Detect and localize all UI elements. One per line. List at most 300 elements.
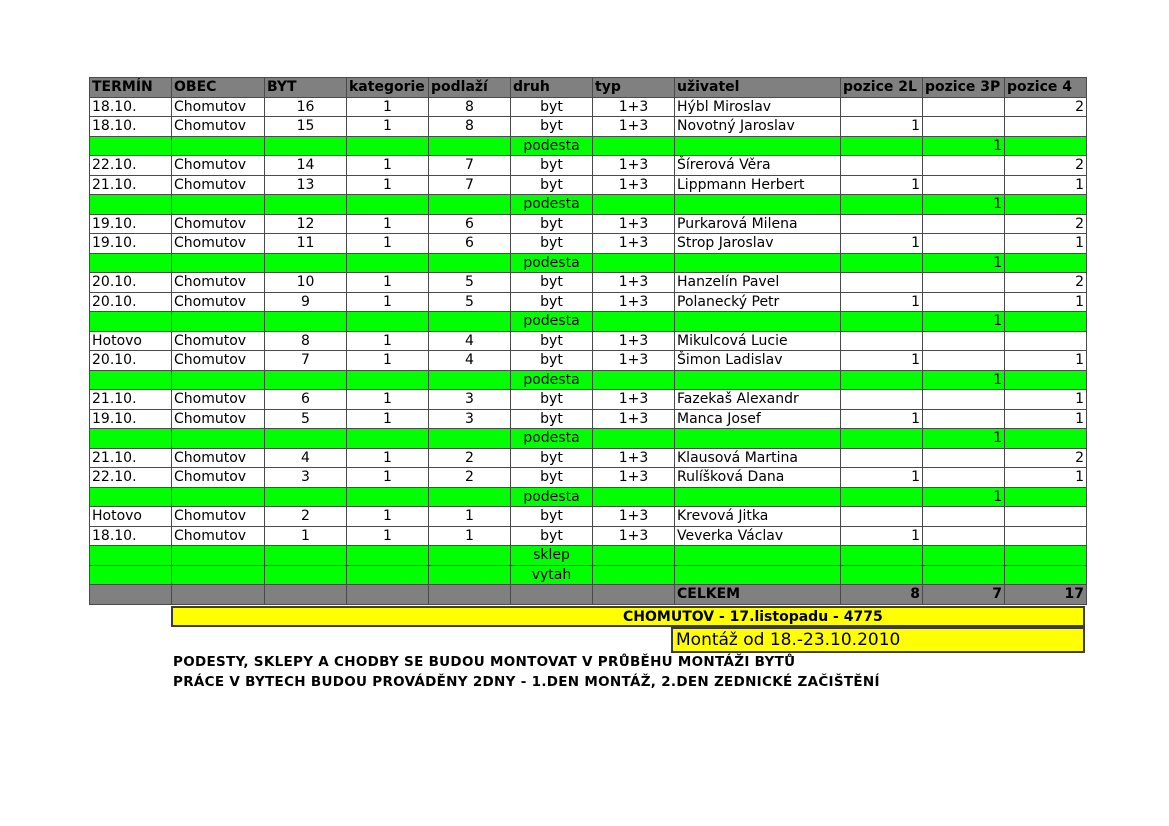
cell-typ[interactable]: 1+3 — [593, 507, 675, 527]
cell-empty[interactable] — [172, 585, 265, 605]
cell-uzivatel[interactable] — [675, 546, 841, 566]
cell-pozice-2l[interactable]: 1 — [841, 526, 923, 546]
cell-pozice-3p[interactable] — [923, 156, 1005, 176]
cell-typ[interactable] — [593, 487, 675, 507]
header-druh[interactable]: druh — [511, 78, 593, 98]
cell-obec[interactable]: Chomutov — [172, 331, 265, 351]
cell-typ[interactable]: 1+3 — [593, 526, 675, 546]
cell-termin[interactable] — [90, 429, 172, 449]
cell-pozice-3p[interactable] — [923, 234, 1005, 254]
cell-typ[interactable] — [593, 565, 675, 585]
cell-obec[interactable] — [172, 370, 265, 390]
cell-druh[interactable]: byt — [511, 273, 593, 293]
cell-kategorie[interactable] — [347, 312, 429, 332]
cell-uzivatel[interactable]: Šimon Ladislav — [675, 351, 841, 371]
cell-termin[interactable]: 20.10. — [90, 292, 172, 312]
cell-pozice-3p[interactable] — [923, 97, 1005, 117]
cell-uzivatel[interactable]: Purkarová Milena — [675, 214, 841, 234]
cell-kategorie[interactable]: 1 — [347, 526, 429, 546]
total-label[interactable]: CELKEM — [675, 585, 841, 605]
cell-termin[interactable]: 21.10. — [90, 448, 172, 468]
cell-byt[interactable]: 15 — [265, 117, 347, 137]
cell-uzivatel[interactable] — [675, 136, 841, 156]
cell-byt[interactable]: 2 — [265, 507, 347, 527]
cell-obec[interactable] — [172, 136, 265, 156]
cell-pozice-2l[interactable]: 1 — [841, 468, 923, 488]
cell-druh[interactable]: byt — [511, 292, 593, 312]
cell-obec[interactable] — [172, 195, 265, 215]
cell-podlazi[interactable] — [429, 195, 511, 215]
cell-termin[interactable]: 22.10. — [90, 156, 172, 176]
cell-typ[interactable] — [593, 312, 675, 332]
cell-byt[interactable]: 12 — [265, 214, 347, 234]
header-pozice-4[interactable]: pozice 4 — [1005, 78, 1087, 98]
cell-kategorie[interactable]: 1 — [347, 507, 429, 527]
cell-termin[interactable] — [90, 565, 172, 585]
cell-typ[interactable] — [593, 546, 675, 566]
cell-podlazi[interactable]: 7 — [429, 175, 511, 195]
cell-termin[interactable]: 22.10. — [90, 468, 172, 488]
cell-podlazi[interactable] — [429, 136, 511, 156]
cell-empty[interactable] — [90, 585, 172, 605]
cell-termin[interactable]: 21.10. — [90, 175, 172, 195]
cell-pozice-2l[interactable]: 1 — [841, 351, 923, 371]
cell-byt[interactable]: 9 — [265, 292, 347, 312]
cell-uzivatel[interactable] — [675, 487, 841, 507]
cell-pozice-2l[interactable]: 1 — [841, 292, 923, 312]
cell-uzivatel[interactable]: Krevová Jitka — [675, 507, 841, 527]
cell-pozice-4[interactable]: 2 — [1005, 448, 1087, 468]
cell-empty[interactable] — [429, 585, 511, 605]
cell-obec[interactable]: Chomutov — [172, 117, 265, 137]
cell-obec[interactable]: Chomutov — [172, 97, 265, 117]
cell-kategorie[interactable] — [347, 370, 429, 390]
cell-pozice-4[interactable]: 1 — [1005, 390, 1087, 410]
cell-druh[interactable]: byt — [511, 117, 593, 137]
cell-podlazi[interactable] — [429, 546, 511, 566]
cell-druh[interactable]: byt — [511, 97, 593, 117]
cell-uzivatel[interactable]: Mikulcová Lucie — [675, 331, 841, 351]
header-kategorie[interactable]: kategorie — [347, 78, 429, 98]
cell-obec[interactable]: Chomutov — [172, 390, 265, 410]
cell-pozice-3p[interactable]: 1 — [923, 312, 1005, 332]
cell-empty[interactable] — [511, 585, 593, 605]
cell-pozice-4[interactable]: 2 — [1005, 97, 1087, 117]
cell-typ[interactable]: 1+3 — [593, 409, 675, 429]
cell-pozice-2l[interactable] — [841, 195, 923, 215]
cell-kategorie[interactable]: 1 — [347, 448, 429, 468]
total-pozice-4[interactable]: 17 — [1005, 585, 1087, 605]
cell-byt[interactable]: 6 — [265, 390, 347, 410]
cell-empty[interactable] — [593, 585, 675, 605]
cell-druh[interactable]: byt — [511, 507, 593, 527]
cell-typ[interactable] — [593, 195, 675, 215]
cell-kategorie[interactable] — [347, 487, 429, 507]
cell-kategorie[interactable]: 1 — [347, 292, 429, 312]
cell-typ[interactable]: 1+3 — [593, 292, 675, 312]
cell-typ[interactable]: 1+3 — [593, 214, 675, 234]
cell-pozice-2l[interactable] — [841, 448, 923, 468]
cell-termin[interactable] — [90, 195, 172, 215]
cell-pozice-4[interactable] — [1005, 312, 1087, 332]
cell-pozice-3p[interactable]: 1 — [923, 370, 1005, 390]
cell-empty[interactable] — [347, 585, 429, 605]
cell-uzivatel[interactable]: Šírerová Věra — [675, 156, 841, 176]
header-byt[interactable]: BYT — [265, 78, 347, 98]
cell-termin[interactable]: 19.10. — [90, 409, 172, 429]
cell-termin[interactable] — [90, 253, 172, 273]
cell-pozice-4[interactable]: 1 — [1005, 468, 1087, 488]
cell-pozice-4[interactable] — [1005, 136, 1087, 156]
cell-typ[interactable]: 1+3 — [593, 97, 675, 117]
cell-druh[interactable]: podesta — [511, 312, 593, 332]
cell-pozice-3p[interactable] — [923, 565, 1005, 585]
cell-uzivatel[interactable]: Novotný Jaroslav — [675, 117, 841, 137]
cell-obec[interactable] — [172, 312, 265, 332]
cell-kategorie[interactable]: 1 — [347, 351, 429, 371]
cell-obec[interactable]: Chomutov — [172, 526, 265, 546]
cell-uzivatel[interactable]: Manca Josef — [675, 409, 841, 429]
cell-pozice-4[interactable] — [1005, 195, 1087, 215]
cell-pozice-3p[interactable] — [923, 292, 1005, 312]
cell-obec[interactable]: Chomutov — [172, 292, 265, 312]
cell-termin[interactable]: Hotovo — [90, 331, 172, 351]
cell-druh[interactable]: podesta — [511, 429, 593, 449]
cell-podlazi[interactable]: 6 — [429, 234, 511, 254]
total-pozice-2l[interactable]: 8 — [841, 585, 923, 605]
cell-typ[interactable]: 1+3 — [593, 234, 675, 254]
cell-pozice-4[interactable] — [1005, 546, 1087, 566]
cell-pozice-4[interactable] — [1005, 526, 1087, 546]
cell-termin[interactable] — [90, 370, 172, 390]
cell-uzivatel[interactable]: Strop Jaroslav — [675, 234, 841, 254]
cell-kategorie[interactable]: 1 — [347, 409, 429, 429]
cell-typ[interactable]: 1+3 — [593, 273, 675, 293]
cell-byt[interactable] — [265, 312, 347, 332]
cell-byt[interactable] — [265, 370, 347, 390]
cell-pozice-3p[interactable] — [923, 214, 1005, 234]
cell-druh[interactable]: byt — [511, 448, 593, 468]
cell-podlazi[interactable]: 5 — [429, 273, 511, 293]
cell-druh[interactable]: podesta — [511, 136, 593, 156]
cell-druh[interactable]: podesta — [511, 253, 593, 273]
cell-podlazi[interactable] — [429, 370, 511, 390]
cell-pozice-2l[interactable] — [841, 565, 923, 585]
cell-kategorie[interactable]: 1 — [347, 331, 429, 351]
cell-druh[interactable]: podesta — [511, 195, 593, 215]
cell-byt[interactable]: 4 — [265, 448, 347, 468]
cell-podlazi[interactable] — [429, 429, 511, 449]
cell-obec[interactable] — [172, 253, 265, 273]
cell-pozice-4[interactable]: 1 — [1005, 351, 1087, 371]
cell-pozice-4[interactable] — [1005, 429, 1087, 449]
cell-termin[interactable]: 18.10. — [90, 117, 172, 137]
table-row — [90, 273, 1087, 293]
cell-pozice-4[interactable]: 1 — [1005, 409, 1087, 429]
cell-uzivatel[interactable]: Klausová Martina — [675, 448, 841, 468]
cell-obec[interactable]: Chomutov — [172, 448, 265, 468]
cell-termin[interactable] — [90, 136, 172, 156]
cell-typ[interactable]: 1+3 — [593, 351, 675, 371]
cell-pozice-3p[interactable] — [923, 448, 1005, 468]
cell-kategorie[interactable]: 1 — [347, 234, 429, 254]
cell-druh[interactable]: byt — [511, 526, 593, 546]
cell-obec[interactable]: Chomutov — [172, 409, 265, 429]
cell-podlazi[interactable]: 8 — [429, 97, 511, 117]
cell-byt[interactable]: 3 — [265, 468, 347, 488]
cell-byt[interactable] — [265, 136, 347, 156]
cell-kategorie[interactable]: 1 — [347, 468, 429, 488]
cell-pozice-2l[interactable] — [841, 487, 923, 507]
cell-termin[interactable]: 18.10. — [90, 526, 172, 546]
cell-kategorie[interactable]: 1 — [347, 97, 429, 117]
cell-typ[interactable] — [593, 429, 675, 449]
cell-obec[interactable]: Chomutov — [172, 507, 265, 527]
cell-kategorie[interactable] — [347, 546, 429, 566]
cell-uzivatel[interactable]: Fazekaš Alexandr — [675, 390, 841, 410]
cell-byt[interactable]: 16 — [265, 97, 347, 117]
cell-podlazi[interactable]: 5 — [429, 292, 511, 312]
header-typ[interactable]: typ — [593, 78, 675, 98]
cell-uzivatel[interactable] — [675, 565, 841, 585]
cell-byt[interactable]: 5 — [265, 409, 347, 429]
cell-pozice-3p[interactable] — [923, 117, 1005, 137]
cell-pozice-3p[interactable] — [923, 507, 1005, 527]
cell-pozice-3p[interactable]: 1 — [923, 253, 1005, 273]
cell-typ[interactable] — [593, 253, 675, 273]
cell-podlazi[interactable]: 7 — [429, 156, 511, 176]
cell-pozice-3p[interactable] — [923, 390, 1005, 410]
cell-kategorie[interactable] — [347, 253, 429, 273]
cell-druh[interactable]: byt — [511, 390, 593, 410]
cell-obec[interactable]: Chomutov — [172, 175, 265, 195]
cell-byt[interactable] — [265, 429, 347, 449]
cell-pozice-3p[interactable] — [923, 351, 1005, 371]
cell-obec[interactable]: Chomutov — [172, 351, 265, 371]
cell-pozice-2l[interactable] — [841, 136, 923, 156]
cell-typ[interactable] — [593, 136, 675, 156]
cell-byt[interactable]: 7 — [265, 351, 347, 371]
cell-pozice-3p[interactable] — [923, 409, 1005, 429]
cell-pozice-4[interactable] — [1005, 117, 1087, 137]
cell-termin[interactable]: 19.10. — [90, 214, 172, 234]
cell-pozice-3p[interactable] — [923, 468, 1005, 488]
cell-pozice-3p[interactable] — [923, 331, 1005, 351]
cell-druh[interactable]: byt — [511, 156, 593, 176]
cell-uzivatel[interactable]: Rulíšková Dana — [675, 468, 841, 488]
cell-pozice-3p[interactable]: 1 — [923, 195, 1005, 215]
cell-pozice-4[interactable]: 1 — [1005, 234, 1087, 254]
cell-typ[interactable]: 1+3 — [593, 331, 675, 351]
cell-pozice-2l[interactable] — [841, 370, 923, 390]
cell-byt[interactable] — [265, 487, 347, 507]
cell-druh[interactable]: byt — [511, 234, 593, 254]
cell-pozice-3p[interactable]: 1 — [923, 136, 1005, 156]
cell-obec[interactable] — [172, 487, 265, 507]
cell-obec[interactable]: Chomutov — [172, 468, 265, 488]
cell-druh[interactable]: byt — [511, 351, 593, 371]
cell-pozice-2l[interactable]: 1 — [841, 409, 923, 429]
cell-termin[interactable] — [90, 312, 172, 332]
cell-druh[interactable]: podesta — [511, 370, 593, 390]
table-row — [90, 468, 1087, 488]
cell-pozice-2l[interactable] — [841, 214, 923, 234]
cell-druh[interactable]: byt — [511, 214, 593, 234]
cell-uzivatel[interactable] — [675, 370, 841, 390]
cell-podlazi[interactable]: 6 — [429, 214, 511, 234]
cell-uzivatel[interactable] — [675, 429, 841, 449]
cell-typ[interactable]: 1+3 — [593, 117, 675, 137]
cell-byt[interactable]: 10 — [265, 273, 347, 293]
cell-typ[interactable]: 1+3 — [593, 468, 675, 488]
cell-uzivatel[interactable] — [675, 195, 841, 215]
cell-podlazi[interactable] — [429, 312, 511, 332]
cell-uzivatel[interactable] — [675, 312, 841, 332]
cell-podlazi[interactable]: 1 — [429, 526, 511, 546]
cell-termin[interactable] — [90, 487, 172, 507]
cell-termin[interactable]: Hotovo — [90, 507, 172, 527]
cell-druh[interactable]: vytah — [511, 565, 593, 585]
cell-pozice-4[interactable] — [1005, 487, 1087, 507]
cell-termin[interactable]: 20.10. — [90, 351, 172, 371]
cell-pozice-2l[interactable] — [841, 312, 923, 332]
cell-pozice-3p[interactable] — [923, 175, 1005, 195]
cell-kategorie[interactable]: 1 — [347, 273, 429, 293]
cell-pozice-4[interactable]: 1 — [1005, 292, 1087, 312]
cell-druh[interactable]: byt — [511, 468, 593, 488]
cell-pozice-4[interactable]: 2 — [1005, 156, 1087, 176]
cell-obec[interactable] — [172, 429, 265, 449]
cell-byt[interactable]: 13 — [265, 175, 347, 195]
cell-kategorie[interactable] — [347, 565, 429, 585]
cell-podlazi[interactable]: 2 — [429, 448, 511, 468]
cell-typ[interactable] — [593, 370, 675, 390]
cell-pozice-2l[interactable] — [841, 273, 923, 293]
cell-druh[interactable]: byt — [511, 175, 593, 195]
cell-podlazi[interactable]: 4 — [429, 331, 511, 351]
cell-druh[interactable]: byt — [511, 409, 593, 429]
cell-byt[interactable]: 14 — [265, 156, 347, 176]
cell-pozice-4[interactable]: 2 — [1005, 214, 1087, 234]
header-obec[interactable]: OBEC — [172, 78, 265, 98]
cell-pozice-3p[interactable] — [923, 273, 1005, 293]
cell-pozice-4[interactable]: 1 — [1005, 175, 1087, 195]
cell-pozice-2l[interactable]: 1 — [841, 175, 923, 195]
cell-pozice-4[interactable] — [1005, 507, 1087, 527]
cell-termin[interactable]: 18.10. — [90, 97, 172, 117]
cell-typ[interactable]: 1+3 — [593, 175, 675, 195]
cell-typ[interactable]: 1+3 — [593, 390, 675, 410]
cell-kategorie[interactable]: 1 — [347, 214, 429, 234]
cell-termin[interactable]: 19.10. — [90, 234, 172, 254]
cell-termin[interactable]: 21.10. — [90, 390, 172, 410]
cell-pozice-4[interactable] — [1005, 370, 1087, 390]
cell-obec[interactable]: Chomutov — [172, 214, 265, 234]
cell-obec[interactable]: Chomutov — [172, 234, 265, 254]
cell-typ[interactable]: 1+3 — [593, 448, 675, 468]
cell-podlazi[interactable] — [429, 487, 511, 507]
cell-termin[interactable] — [90, 546, 172, 566]
cell-pozice-4[interactable] — [1005, 565, 1087, 585]
cell-pozice-3p[interactable]: 1 — [923, 429, 1005, 449]
cell-byt[interactable] — [265, 565, 347, 585]
cell-druh[interactable]: byt — [511, 331, 593, 351]
cell-pozice-2l[interactable] — [841, 429, 923, 449]
common-area-row — [90, 370, 1087, 390]
cell-obec[interactable]: Chomutov — [172, 273, 265, 293]
header-uzivatel[interactable]: uživatel — [675, 78, 841, 98]
cell-pozice-4[interactable] — [1005, 331, 1087, 351]
total-pozice-3p[interactable]: 7 — [923, 585, 1005, 605]
cell-podlazi[interactable]: 8 — [429, 117, 511, 137]
cell-pozice-2l[interactable] — [841, 331, 923, 351]
cell-obec[interactable] — [172, 546, 265, 566]
cell-uzivatel[interactable]: Veverka Václav — [675, 526, 841, 546]
header-termin[interactable]: TERMÍN — [90, 78, 172, 98]
cell-byt[interactable] — [265, 195, 347, 215]
cell-podlazi[interactable]: 2 — [429, 468, 511, 488]
cell-pozice-2l[interactable]: 1 — [841, 117, 923, 137]
header-pozice-2l[interactable]: pozice 2L — [841, 78, 923, 98]
cell-pozice-2l[interactable] — [841, 546, 923, 566]
cell-druh[interactable]: sklep — [511, 546, 593, 566]
header-podlazi[interactable]: podlaží — [429, 78, 511, 98]
cell-kategorie[interactable]: 1 — [347, 390, 429, 410]
cell-byt[interactable]: 1 — [265, 526, 347, 546]
cell-byt[interactable] — [265, 546, 347, 566]
cell-pozice-2l[interactable] — [841, 156, 923, 176]
cell-uzivatel[interactable] — [675, 253, 841, 273]
cell-uzivatel[interactable]: Lippmann Herbert — [675, 175, 841, 195]
cell-pozice-2l[interactable] — [841, 507, 923, 527]
cell-kategorie[interactable]: 1 — [347, 156, 429, 176]
cell-pozice-2l[interactable]: 1 — [841, 234, 923, 254]
cell-termin[interactable]: 20.10. — [90, 273, 172, 293]
cell-kategorie[interactable] — [347, 195, 429, 215]
cell-pozice-3p[interactable] — [923, 526, 1005, 546]
cell-uzivatel[interactable]: Hanzelín Pavel — [675, 273, 841, 293]
cell-podlazi[interactable] — [429, 253, 511, 273]
cell-byt[interactable]: 8 — [265, 331, 347, 351]
cell-podlazi[interactable]: 1 — [429, 507, 511, 527]
cell-kategorie[interactable]: 1 — [347, 117, 429, 137]
cell-druh[interactable]: podesta — [511, 487, 593, 507]
cell-kategorie[interactable] — [347, 136, 429, 156]
cell-uzivatel[interactable]: Polanecký Petr — [675, 292, 841, 312]
cell-byt[interactable]: 11 — [265, 234, 347, 254]
cell-pozice-2l[interactable] — [841, 253, 923, 273]
header-pozice-3p[interactable]: pozice 3P — [923, 78, 1005, 98]
cell-pozice-2l[interactable] — [841, 97, 923, 117]
cell-pozice-2l[interactable] — [841, 390, 923, 410]
cell-kategorie[interactable]: 1 — [347, 175, 429, 195]
cell-podlazi[interactable]: 3 — [429, 390, 511, 410]
cell-obec[interactable]: Chomutov — [172, 156, 265, 176]
cell-pozice-3p[interactable] — [923, 546, 1005, 566]
cell-obec[interactable] — [172, 565, 265, 585]
cell-podlazi[interactable] — [429, 565, 511, 585]
cell-pozice-4[interactable]: 2 — [1005, 273, 1087, 293]
cell-podlazi[interactable]: 4 — [429, 351, 511, 371]
cell-typ[interactable]: 1+3 — [593, 156, 675, 176]
cell-empty[interactable] — [265, 585, 347, 605]
cell-uzivatel[interactable]: Hýbl Miroslav — [675, 97, 841, 117]
cell-byt[interactable] — [265, 253, 347, 273]
cell-pozice-3p[interactable]: 1 — [923, 487, 1005, 507]
cell-podlazi[interactable]: 3 — [429, 409, 511, 429]
cell-kategorie[interactable] — [347, 429, 429, 449]
cell-pozice-4[interactable] — [1005, 253, 1087, 273]
